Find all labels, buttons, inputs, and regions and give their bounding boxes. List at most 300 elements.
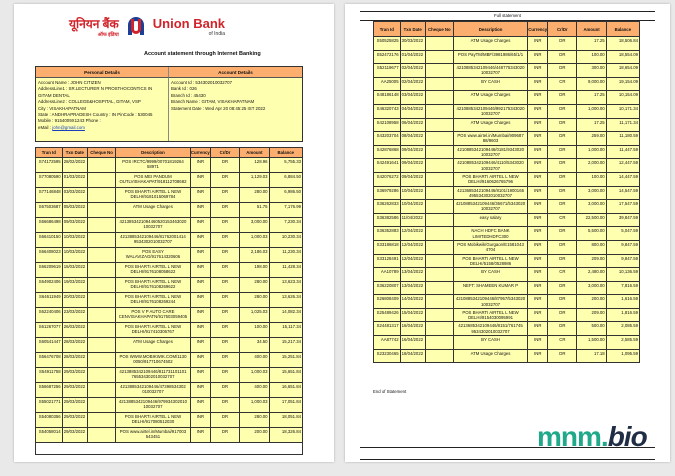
cell-cr-dr: DR: [210, 293, 239, 308]
cell-tran-id: S64611949: [36, 293, 63, 308]
cell-tran-id: S54058014: [36, 428, 63, 443]
table-row: [374, 186, 640, 200]
cell-tran-id: AA10789: [374, 268, 401, 282]
cell-cr-dr: DR: [548, 349, 577, 363]
cell-amount: 3,000.00: [577, 186, 606, 200]
column-header-cheque-no: Cheque No: [425, 22, 453, 37]
cell-cheque-no: [425, 295, 453, 309]
cell-cheque-no: [88, 323, 116, 338]
cell-description: POS WWW.MOBIKWIK.COM/1130 0050/917710674502: [116, 353, 191, 368]
cell-tran-id: S52119677: [374, 64, 401, 78]
cell-cr-dr: DR: [210, 323, 239, 338]
cell-cheque-no: [425, 145, 453, 159]
cell-cheque-no: [425, 104, 453, 118]
statement-page-1: [14, 4, 334, 462]
cell-cr-dr: DR: [548, 186, 577, 200]
cell-cheque-no: [88, 263, 116, 278]
cell-amount: 100.00: [577, 50, 606, 64]
cell-balance: 9,847.59: [606, 240, 639, 254]
cell-tran-id: S77080590: [36, 173, 63, 188]
cell-amount: 259.00: [577, 132, 606, 146]
cell-amount: 3,000.00: [240, 218, 269, 233]
cell-tran-id: S66410150: [36, 233, 63, 248]
cell-amount: 280.00: [240, 413, 269, 428]
cell-tran-id: S62240406: [36, 308, 63, 323]
cell-cr-dr: DR: [548, 37, 577, 51]
cell-currency: INR: [190, 293, 210, 308]
cell-currency: INR: [528, 240, 548, 254]
cell-amount: 500.00: [577, 322, 606, 336]
table-row: [36, 263, 303, 278]
cell-cr-dr: DR: [210, 308, 239, 323]
cell-currency: INR: [528, 172, 548, 186]
table-row: [36, 353, 303, 368]
cell-description: easy salary: [453, 213, 527, 227]
cell-amount: 2,186.03: [240, 248, 269, 263]
table-row: [36, 338, 303, 353]
column-header-cheque-no: Cheque No: [88, 148, 116, 158]
cell-currency: INR: [528, 295, 548, 309]
cell-balance: 7,176.99: [269, 203, 302, 218]
table-row: [374, 349, 640, 363]
cell-description: 4210885342109446/36671/5343020 10032707: [453, 200, 527, 214]
cell-cheque-no: [88, 248, 116, 263]
cell-description: POS IRCTC/9999/00701819264 58971: [116, 158, 191, 173]
cell-cheque-no: [425, 64, 453, 78]
cell-balance: 17,051.84: [269, 398, 302, 413]
cell-currency: INR: [528, 308, 548, 322]
cell-description: POS BHARTI AIRTEL L NEW DELHI/9176108058622: [116, 263, 191, 278]
union-bank-mark-icon: [125, 16, 147, 38]
cell-balance: 17,547.59: [606, 200, 639, 214]
logo-sub: of India: [208, 31, 225, 37]
cell-description: POS www.airtel.in/Mumbai/917003 543451: [116, 428, 191, 443]
cell-balance: 15,117.34: [269, 323, 302, 338]
cell-cheque-no: [425, 254, 453, 268]
cell-currency: INR: [528, 118, 548, 132]
cell-cheque-no: [88, 203, 116, 218]
cell-cr-dr: DR: [210, 248, 239, 263]
table-row: [36, 383, 303, 398]
cell-cheque-no: [88, 278, 116, 293]
cell-txn-date: 13/04/2022: [400, 281, 425, 295]
cell-tran-id: S74172595: [36, 158, 63, 173]
logo-english: [153, 17, 225, 37]
cell-tran-id: S61267077: [36, 323, 63, 338]
email-link[interactable]: john@gmail.com: [52, 124, 85, 130]
column-header-balance: Balance: [606, 22, 639, 37]
cell-balance: 2,585.59: [606, 336, 639, 350]
cell-description: 4213685342109446/8151/761745 9534302010032707: [453, 322, 527, 336]
cell-description: NACH HDFC BANK LIMITEDHDFC300: [453, 227, 527, 241]
cell-cr-dr: DR: [548, 227, 577, 241]
column-header-tran-id: Tran Id: [36, 148, 63, 158]
transactions-table-page-1: [35, 147, 303, 443]
table-row: [36, 248, 303, 263]
table-row: [374, 308, 640, 322]
cell-cr-dr: DR: [210, 158, 239, 173]
cell-currency: INR: [528, 104, 548, 118]
cell-cr-dr: DR: [548, 295, 577, 309]
cell-txn-date: 10/03/2022: [62, 248, 87, 263]
cell-currency: INR: [190, 428, 210, 443]
column-header-currency: Currency: [190, 148, 210, 158]
cell-txn-date: 16/04/2022: [400, 322, 425, 336]
cell-currency: INR: [190, 338, 210, 353]
email-line: [38, 125, 166, 131]
cell-tran-id: S36979286: [374, 186, 401, 200]
cell-cr-dr: DR: [548, 172, 577, 186]
table-row: [36, 398, 303, 413]
bank-id: Bank Id : 026: [171, 86, 197, 92]
cell-balance: 15,217.34: [269, 338, 302, 353]
cell-amount: 1,000.00: [577, 145, 606, 159]
cell-cheque-no: [88, 398, 116, 413]
cell-txn-date: 29/03/2022: [62, 383, 87, 398]
cell-description: 4210885342109446/992175343020 10032707: [453, 104, 527, 118]
cell-txn-date: 04/04/2022: [400, 104, 425, 118]
cell-txn-date: 09/04/2022: [400, 172, 425, 186]
cell-cr-dr: DR: [548, 145, 577, 159]
cell-cheque-no: [425, 336, 453, 350]
table-row: [374, 268, 640, 282]
cell-balance: 11,180.59: [606, 132, 639, 146]
cell-cheque-no: [425, 240, 453, 254]
cell-txn-date: 20/03/2022: [62, 293, 87, 308]
cell-txn-date: 12/04/2022: [400, 254, 425, 268]
cell-balance: 14,082.34: [269, 308, 302, 323]
divider: [360, 11, 655, 12]
cell-cr-dr: DR: [210, 203, 239, 218]
cell-amount: 9,000.00: [577, 77, 606, 91]
cell-currency: INR: [190, 218, 210, 233]
column-header-description: Description: [453, 22, 527, 37]
cell-description: POS BHARTI AIRTEL L NEW DELHI/9154030095991: [453, 308, 527, 322]
cell-cr-dr: CR: [548, 77, 577, 91]
cell-txn-date: 15/03/2022: [62, 263, 87, 278]
cell-balance: 15,251.84: [269, 353, 302, 368]
cell-description: ATM Usage Charges: [453, 349, 527, 363]
cell-cheque-no: [425, 268, 453, 282]
cell-cr-dr: DR: [548, 322, 577, 336]
cell-amount: 209.00: [577, 254, 606, 268]
table-row: [36, 188, 303, 203]
branch-id: Branch Id : 45430: [171, 92, 206, 98]
cell-cr-dr: CR: [548, 213, 577, 227]
cell-balance: 6,884.50: [269, 173, 302, 188]
full-statement-title: Full statement: [494, 13, 521, 18]
cell-description: NEFT: SHAMEEN KUMAR P: [453, 281, 527, 295]
cell-balance: 13,626.34: [269, 293, 302, 308]
watermark-logo: [537, 422, 647, 452]
cell-description: POS Mobikwik/Gurgaon/E1581043 4704: [453, 240, 527, 254]
table-row: [374, 200, 640, 214]
column-header-tran-id: Tran Id: [374, 22, 401, 37]
cell-balance: 11,171.34: [606, 118, 639, 132]
table-row: [374, 336, 640, 350]
cell-currency: INR: [528, 268, 548, 282]
table-row: [374, 227, 640, 241]
cell-currency: INR: [190, 278, 210, 293]
cell-description: BY CASH: [453, 336, 527, 350]
cell-currency: INR: [190, 308, 210, 323]
column-header-txn-date: Txn Date: [62, 148, 87, 158]
cell-txn-date: 09/03/2022: [62, 218, 87, 233]
table-row: [36, 308, 303, 323]
cell-description: ATM Usage Charges: [453, 118, 527, 132]
table-row: [374, 132, 640, 146]
cell-txn-date: 02/04/2022: [400, 77, 425, 91]
table-row: [374, 254, 640, 268]
cell-amount: 280.00: [240, 278, 269, 293]
cell-cr-dr: DR: [548, 91, 577, 105]
cell-currency: INR: [528, 349, 548, 363]
divider: [360, 459, 655, 460]
cell-currency: INR: [190, 173, 210, 188]
column-header-cr-dr: Cr/Dr: [548, 22, 577, 37]
table-row: [36, 428, 303, 443]
cell-tran-id: S60541447: [36, 338, 63, 353]
cell-description: POS BHARTI AIRTEL L NEW DELHI/917080512030: [116, 413, 191, 428]
table-row: [374, 240, 640, 254]
cell-cr-dr: DR: [548, 254, 577, 268]
cell-amount: 800.00: [577, 240, 606, 254]
column-header-description: Description: [116, 148, 191, 158]
cell-tran-id: S36262833: [374, 200, 401, 214]
cell-balance: 6,986.50: [269, 188, 302, 203]
cell-cr-dr: DR: [210, 353, 239, 368]
cell-amount: 5,500.00: [577, 227, 606, 241]
logo-hindi-text: यूनियन बैंक: [69, 17, 119, 31]
cell-tran-id: S50525825: [374, 37, 401, 51]
cell-tran-id: S36220807: [374, 281, 401, 295]
table-row: [36, 158, 303, 173]
cell-tran-id: S42108958: [374, 118, 401, 132]
cell-description: POS BHARTI AIRTEL L NEW DELHI/9176108269622: [116, 278, 191, 293]
cell-currency: INR: [190, 203, 210, 218]
account-details: [169, 78, 302, 141]
cell-balance: 14,447.59: [606, 172, 639, 186]
column-header-cr-dr: Cr/Dr: [210, 148, 239, 158]
cell-amount: 1,129.03: [240, 173, 269, 188]
watermark-part2: bio: [607, 421, 647, 452]
cell-cheque-no: [88, 233, 116, 248]
logo-name: Union Bank: [152, 16, 225, 31]
cell-cr-dr: DR: [210, 263, 239, 278]
cell-balance: 18,051.84: [269, 413, 302, 428]
cell-tran-id: S36352883: [374, 227, 401, 241]
cell-balance: 11,447.59: [606, 145, 639, 159]
cell-currency: INR: [528, 159, 548, 173]
cell-txn-date: 29/03/2022: [62, 398, 87, 413]
table-row: [36, 203, 303, 218]
cell-txn-date: 03/04/2022: [400, 91, 425, 105]
account-name: Account Name : JOHN CITIZEN: [38, 80, 101, 85]
cell-balance: 18,554.09: [606, 50, 639, 64]
cell-tran-id: S77146848: [36, 188, 63, 203]
cell-balance: 11,428.34: [269, 263, 302, 278]
cell-tran-id: S23230465: [374, 349, 401, 363]
cell-tran-id: S56476708: [36, 353, 63, 368]
cell-txn-date: 19/03/2022: [62, 278, 87, 293]
cell-tran-id: S26808409: [374, 295, 401, 309]
cell-balance: 15,651.84: [269, 368, 302, 383]
cell-amount: 17.25: [577, 37, 606, 51]
cell-cr-dr: DR: [210, 218, 239, 233]
cell-txn-date: 13/04/2022: [400, 268, 425, 282]
cell-amount: 34.50: [240, 338, 269, 353]
table-row: [36, 323, 303, 338]
cell-cheque-no: [425, 186, 453, 200]
cell-description: POS BHARTI AIRTEL L NEW DELHI/9176108269244: [116, 293, 191, 308]
city: City : VISAKHAPATNAM: [38, 105, 86, 111]
cell-txn-date: 12/04/2022: [400, 240, 425, 254]
table-header-row: [374, 22, 640, 37]
cell-description: POS V P AUTO CARE CENVISAKHAPATN/917503059405: [116, 308, 191, 323]
cell-cr-dr: DR: [548, 132, 577, 146]
cell-txn-date: 10/04/2022: [400, 186, 425, 200]
account-id: Account Id : 534302010032707: [171, 80, 233, 85]
cell-description: BY CASH: [453, 77, 527, 91]
cell-tran-id: S42076272: [374, 172, 401, 186]
cell-currency: INR: [528, 132, 548, 146]
cell-description: POS BHARTI AIRTEL L NEW DELHI/917410306767: [116, 323, 191, 338]
cell-cheque-no: [88, 308, 116, 323]
cell-currency: INR: [190, 353, 210, 368]
column-header-currency: Currency: [528, 22, 548, 37]
cell-balance: 12,447.59: [606, 159, 639, 173]
cell-cr-dr: DR: [548, 308, 577, 322]
table-row: [374, 50, 640, 64]
cell-description: 4213853421094460520153463020 10032707: [116, 218, 191, 233]
cell-amount: 22,500.00: [577, 213, 606, 227]
cell-tran-id: AA25005: [374, 77, 401, 91]
column-header-balance: Balance: [269, 148, 302, 158]
cell-txn-date: 28/02/2022: [62, 158, 87, 173]
cell-currency: INR: [528, 200, 548, 214]
cell-tran-id: S42491641: [374, 159, 401, 173]
cell-description: BY CASH: [453, 268, 527, 282]
column-header-amount: Amount: [240, 148, 269, 158]
table-row: [374, 213, 640, 227]
column-header-amount: Amount: [577, 22, 606, 37]
cell-txn-date: 29/03/2022: [62, 368, 87, 383]
cell-txn-date: 28/03/2022: [62, 353, 87, 368]
cell-txn-date: 28/03/2022: [62, 338, 87, 353]
cell-description: 4210885342109446/4110/5343020 10032707: [453, 159, 527, 173]
cell-amount: 300.00: [577, 64, 606, 78]
cell-currency: INR: [190, 188, 210, 203]
cell-amount: 2,480.00: [577, 268, 606, 282]
cell-currency: INR: [528, 91, 548, 105]
details-box: [35, 66, 303, 142]
cell-txn-date: 09/04/2022: [400, 159, 425, 173]
cell-cheque-no: [88, 158, 116, 173]
cell-cheque-no: [425, 91, 453, 105]
cell-cheque-no: [88, 293, 116, 308]
cell-tran-id: S36382586: [374, 213, 401, 227]
cell-description: POS www.airtel.in/Mumbai/909687 88/9603: [453, 132, 527, 146]
cell-currency: INR: [190, 233, 210, 248]
address-line-2: AddressLine2 : COLLEGE&HOSPITAL, GITAM, VSP: [38, 99, 141, 105]
watermark-part1: mnm.: [537, 421, 608, 452]
cell-amount: 3,000.00: [577, 200, 606, 214]
cell-amount: 128.96: [240, 158, 269, 173]
cell-currency: INR: [528, 145, 548, 159]
cell-cheque-no: [88, 368, 116, 383]
statement-title: Account statement through Internet Banking: [144, 51, 261, 57]
cell-balance: 5,047.59: [606, 227, 639, 241]
cell-description: 4213885342109446/81762001414 9534302010032707: [116, 233, 191, 248]
cell-cr-dr: DR: [210, 338, 239, 353]
cell-currency: INR: [190, 383, 210, 398]
end-of-statement: End of Statement: [373, 389, 407, 395]
cell-currency: INR: [528, 322, 548, 336]
cell-amount: 280.00: [240, 188, 269, 203]
table-row: [36, 368, 303, 383]
cell-currency: INR: [190, 248, 210, 263]
table-header-row: [36, 148, 303, 158]
cell-description: 4213685342109446/8101/1900165 495534302010032707: [453, 186, 527, 200]
cell-description: 4213885342109446/47398534302 010032707: [116, 383, 191, 398]
cell-cheque-no: [88, 338, 116, 353]
cell-cheque-no: [88, 383, 116, 398]
cell-txn-date: 01/04/2022: [400, 50, 425, 64]
cell-cheque-no: [88, 173, 116, 188]
cell-currency: INR: [528, 50, 548, 64]
cell-amount: 100.00: [577, 172, 606, 186]
cell-amount: 17.25: [577, 91, 606, 105]
cell-cr-dr: DR: [210, 383, 239, 398]
cell-currency: INR: [190, 413, 210, 428]
cell-cheque-no: [425, 227, 453, 241]
cell-tran-id: AA87742: [374, 336, 401, 350]
cell-amount: 3,000.00: [577, 281, 606, 295]
personal-details-header: Personal Details: [36, 67, 169, 78]
cell-description: POS BHARTI AIRTEL L NEW DELHI/9181015069784: [116, 188, 191, 203]
cell-balance: 10,171.34: [606, 104, 639, 118]
cell-tran-id: S66209619: [36, 263, 63, 278]
cell-txn-date: 03/03/2022: [62, 188, 87, 203]
cell-currency: INR: [190, 368, 210, 383]
cell-tran-id: S55021771: [36, 398, 63, 413]
table-row: [36, 413, 303, 428]
cell-txn-date: 06/04/2022: [400, 118, 425, 132]
cell-amount: 1,025.03: [240, 308, 269, 323]
cell-cr-dr: DR: [210, 188, 239, 203]
cell-cr-dr: DR: [210, 413, 239, 428]
cell-cr-dr: DR: [210, 428, 239, 443]
cell-tran-id: S24481317: [374, 322, 401, 336]
branch-name: Branch Name : GITAM, VISAKHAPATNAM: [171, 99, 255, 105]
cell-currency: INR: [528, 213, 548, 227]
cell-cheque-no: [425, 37, 453, 51]
table-row: [36, 293, 303, 308]
cell-amount: 1,500.00: [577, 336, 606, 350]
cell-tran-id: S46320743: [374, 104, 401, 118]
cell-balance: 7,816.59: [606, 281, 639, 295]
cell-cr-dr: DR: [548, 64, 577, 78]
cell-cr-dr: DR: [548, 50, 577, 64]
cell-cr-dr: CR: [548, 336, 577, 350]
cell-cr-dr: DR: [210, 233, 239, 248]
cell-cr-dr: DR: [548, 240, 577, 254]
column-header-txn-date: Txn Date: [400, 22, 425, 37]
cell-balance: 5,755.33: [269, 158, 302, 173]
cell-txn-date: 29/03/2022: [62, 428, 87, 443]
table-row: [374, 172, 640, 186]
cell-cr-dr: DR: [210, 398, 239, 413]
